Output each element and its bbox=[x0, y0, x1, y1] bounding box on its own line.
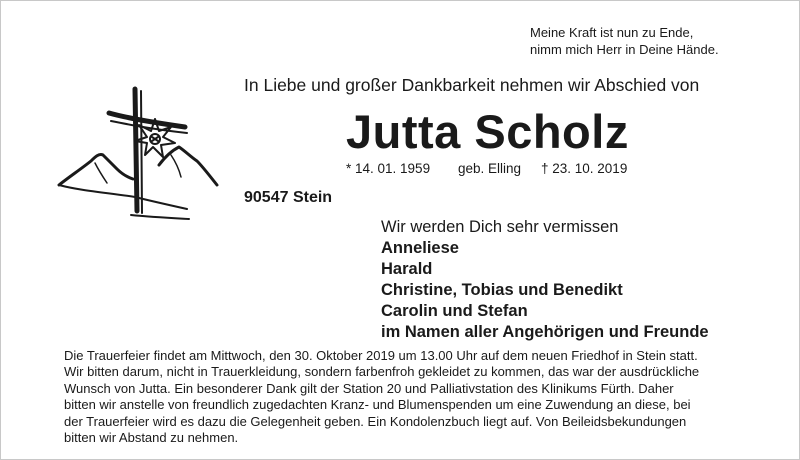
verse bbox=[530, 24, 719, 58]
location: 90547 Stein bbox=[244, 189, 333, 206]
birth-date: * 14. 01. 1959 bbox=[346, 161, 431, 176]
intro-text: In Liebe und großer Dankbarkeit nehmen wir Abschied von bbox=[244, 75, 700, 95]
mourner-name: im Namen aller Angehörigen und Freunde bbox=[381, 323, 709, 341]
mourners bbox=[381, 217, 709, 343]
mourners-lead: Wir werden Dich sehr vermissen bbox=[381, 218, 619, 236]
mourner-name: Harald bbox=[381, 260, 433, 278]
notice-line: Die Trauerfeier findet am Mittwoch, den 30. Oktober 2019 um 13.00 Uhr auf dem neuen Friedhof in Stein statt. bbox=[64, 348, 698, 363]
notice-line: der Trauerfeier wird es dazu die Gelegenheit geben. Ein Kondolenzbuch liegt auf. Von Beileidsbekundungen bbox=[64, 413, 687, 429]
notice-line: bitten wir anstelle von freundlich zugedachten Kranz- und Blumenspenden um eine Zuwendung an diese, bei bbox=[64, 397, 691, 413]
maiden-name: geb. Elling bbox=[458, 161, 522, 176]
cross-mountains-edelweiss-icon bbox=[51, 81, 231, 221]
notice-line: Wunsch von Jutta. Ein besonderer Dank gilt der Station 20 und Palliativstation des Klinikums Fürth. Daher bbox=[64, 380, 674, 396]
life-dates bbox=[346, 161, 627, 176]
funeral-notice bbox=[64, 348, 754, 446]
death-date: † 23. 10. 2019 bbox=[541, 161, 628, 176]
mourner-name: Christine, Tobias und Benedikt bbox=[381, 281, 623, 299]
notice-line: bitten wir Abstand zu nehmen. bbox=[64, 430, 239, 446]
deceased-name: Jutta Scholz bbox=[346, 105, 629, 158]
verse-line: Meine Kraft ist nun zu Ende, bbox=[530, 25, 694, 40]
verse-line: nimm mich Herr in Deine Hände. bbox=[530, 42, 719, 57]
mourner-name: Anneliese bbox=[381, 239, 459, 257]
notice-line: Wir bitten darum, nicht in Trauerkleidung, sondern farbenfroh gekleidet zu kommen, das war der ausdrückliche bbox=[64, 364, 700, 380]
mourner-name: Carolin und Stefan bbox=[381, 302, 528, 320]
